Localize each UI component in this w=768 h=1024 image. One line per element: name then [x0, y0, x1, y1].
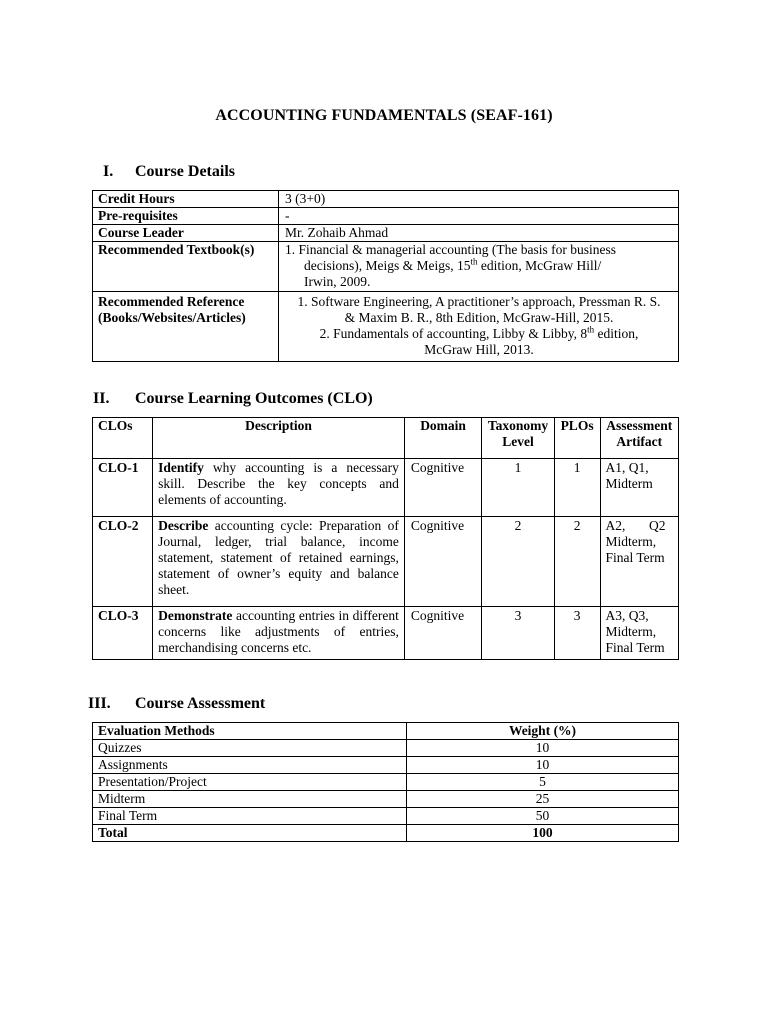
table-row: [93, 292, 679, 362]
method-cell: Quizzes: [93, 740, 407, 757]
clo-description: [153, 459, 405, 517]
textbook-text: edition, McGraw Hill/: [477, 258, 602, 273]
clo-artifact: [600, 607, 679, 660]
col-header-plos: PLOs: [554, 418, 600, 459]
clo-description-text: accounting entries in different concerns like adjustments of entries, merchandising concerns etc.: [158, 608, 399, 655]
table-header-row: [93, 723, 679, 740]
page-title: ACCOUNTING FUNDAMENTALS (SEAF-161): [215, 107, 553, 124]
table-row: [93, 242, 679, 292]
reference-line: [285, 326, 673, 342]
course-leader-value: Mr. Zohaib Ahmad: [279, 225, 679, 242]
table-row: [93, 808, 679, 825]
artifact-line: Midterm: [605, 476, 653, 491]
header-line: Taxonomy: [487, 418, 549, 433]
artifact-line: A2, Q2: [605, 518, 666, 533]
total-weight: 100: [407, 825, 679, 842]
textbooks-value: [279, 242, 679, 292]
superscript: th: [470, 256, 478, 267]
clo-description: [153, 517, 405, 607]
clo-domain: Cognitive: [404, 607, 481, 660]
references-label: [93, 292, 279, 362]
reference-line: 1. Software Engineering, A practitioner’s approach, Pressman R. S.: [297, 294, 661, 309]
course-leader-label: Course Leader: [93, 225, 279, 242]
clo-description: [153, 607, 405, 660]
clo-taxonomy-level: 2: [482, 517, 554, 607]
textbook-text: decisions), Meigs & Meigs, 15: [304, 258, 471, 273]
artifact-line: Final Term: [605, 640, 665, 655]
course-details-table: [92, 190, 679, 362]
textbooks-label: Recommended Textbook(s): [93, 242, 279, 292]
table-row: [93, 459, 679, 517]
reference-text: 2. Fundamentals of accounting, Libby & Libby, 8: [319, 326, 588, 341]
clo-plo: 1: [554, 459, 600, 517]
method-cell: Midterm: [93, 791, 407, 808]
reference-line: & Maxim B. R., 8th Edition, McGraw-Hill, 2015.: [344, 310, 614, 325]
table-row: [93, 757, 679, 774]
label-line: (Books/Websites/Articles): [98, 310, 246, 325]
weight-cell: 10: [407, 757, 679, 774]
col-header-domain: Domain: [404, 418, 481, 459]
col-header-weight: Weight (%): [407, 723, 679, 740]
prerequisites-value: -: [279, 208, 679, 225]
artifact-line: Midterm,: [605, 534, 657, 549]
textbook-line: [285, 258, 673, 274]
header-line: Artifact: [616, 434, 663, 449]
clo-code: CLO-1: [93, 459, 153, 517]
weight-cell: 5: [407, 774, 679, 791]
table-row: [93, 774, 679, 791]
header-line: Assessment: [606, 418, 673, 433]
section-number: III.: [88, 695, 111, 712]
table-row: [93, 740, 679, 757]
col-header-artifact: [600, 418, 679, 459]
clo-artifact: [600, 459, 679, 517]
label-line: Recommended Reference: [98, 294, 245, 309]
prerequisites-label: Pre-requisites: [93, 208, 279, 225]
clo-table: [92, 417, 679, 660]
col-header-method: Evaluation Methods: [93, 723, 407, 740]
col-header-taxonomy: [482, 418, 554, 459]
clo-code: CLO-2: [93, 517, 153, 607]
clo-code: CLO-3: [93, 607, 153, 660]
textbook-line: Irwin, 2009.: [304, 274, 371, 289]
artifact-line: Midterm,: [605, 624, 657, 639]
clo-verb: Demonstrate: [158, 608, 233, 623]
table-row: [93, 607, 679, 660]
clo-description-text: why accounting is a necessary skill. Describe the key concepts and elements of accounting.: [158, 460, 399, 507]
artifact-line: A3, Q3,: [605, 608, 649, 623]
section-number: II.: [93, 390, 110, 407]
total-label: Total: [93, 825, 407, 842]
credit-hours-label: Credit Hours: [93, 191, 279, 208]
method-cell: Assignments: [93, 757, 407, 774]
method-cell: Presentation/Project: [93, 774, 407, 791]
section-number: I.: [103, 163, 114, 180]
artifact-line: A1, Q1,: [605, 460, 649, 475]
references-value: [279, 292, 679, 362]
table-row: [93, 517, 679, 607]
artifact-line: Final Term: [605, 550, 665, 565]
credit-hours-value: 3 (3+0): [279, 191, 679, 208]
table-row: [93, 191, 679, 208]
table-row: [93, 208, 679, 225]
weight-cell: 10: [407, 740, 679, 757]
table-row: [93, 225, 679, 242]
section-heading-course-details: [103, 163, 235, 181]
section-heading-clo: [93, 390, 373, 408]
clo-domain: Cognitive: [404, 517, 481, 607]
clo-plo: 2: [554, 517, 600, 607]
method-cell: Final Term: [93, 808, 407, 825]
total-row: [93, 825, 679, 842]
table-row: [93, 791, 679, 808]
section-title: Course Assessment: [135, 695, 266, 712]
superscript: th: [587, 324, 595, 335]
section-title: Course Learning Outcomes (CLO): [135, 390, 373, 407]
weight-cell: 25: [407, 791, 679, 808]
textbook-line: 1. Financial & managerial accounting (The basis for business: [285, 242, 617, 257]
col-header-clos: CLOs: [93, 418, 153, 459]
reference-text: edition,: [594, 326, 639, 341]
assessment-table: [92, 722, 679, 842]
clo-plo: 3: [554, 607, 600, 660]
reference-line: McGraw Hill, 2013.: [424, 342, 534, 357]
clo-description-text: accounting cycle: Preparation of Journal, ledger, trial balance, income statement, statement of retained earnings, statement of owner’s equity and balance sheet.: [158, 518, 399, 597]
clo-taxonomy-level: 1: [482, 459, 554, 517]
clo-domain: Cognitive: [404, 459, 481, 517]
col-header-description: Description: [153, 418, 405, 459]
clo-artifact: [600, 517, 679, 607]
section-title: Course Details: [135, 163, 235, 180]
section-heading-assessment: [88, 695, 265, 713]
clo-verb: Identify: [158, 460, 204, 475]
clo-taxonomy-level: 3: [482, 607, 554, 660]
header-line: Level: [502, 434, 534, 449]
table-header-row: [93, 418, 679, 459]
weight-cell: 50: [407, 808, 679, 825]
clo-verb: Describe: [158, 518, 209, 533]
